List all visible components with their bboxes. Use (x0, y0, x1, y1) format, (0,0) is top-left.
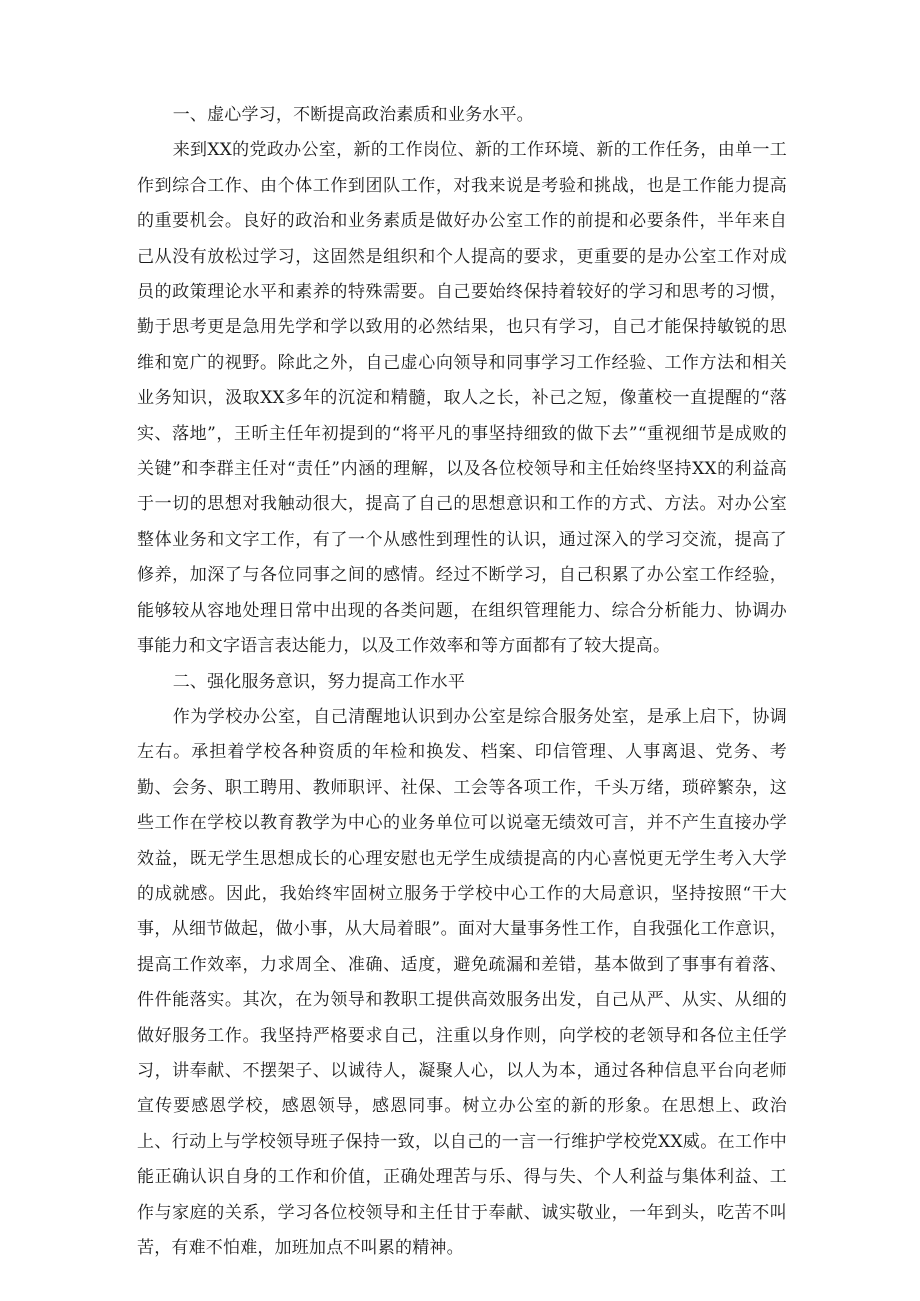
document-body (137, 98, 787, 1266)
section-heading-2: 二、强化服务意识，努力提高工作水平 (172, 671, 466, 692)
section-heading-1: 一、虚心学习，不断提高政治素质和业务水平。 (172, 105, 534, 125)
section-paragraph-2: 作为学校办公室，自己清醒地认识到办公室是综合服务处室，是承上启下，协调左右。承担着学校各种资质的年检和换发、档案、印信管理、人事离退、党务、考勤、会务、职工聘用、教师职评、社保、工会等各项工作，千头万绪，琐碎繁杂，这些工作在学校以教育教学为中心的业务单位可以说毫无绩效可言，并不产生直接办学效益，既无学生思想成长的心理安慰也无学生成绩提高的内心喜悦更无学生考入大学的成就感。因此，我始终牢固树立服务于学校中心工作的大局意识，坚持按照“干大事，从细节做起，做小事，从大局着眼”。面对大量事务性工作，自我强化工作意识，提高工作效率，力求周全、准确、适度，避免疏漏和差错，基本做到了事事有着落、件件能落实。其次，在为领导和教职工提供高效服务出发，自己从严、从实、从细的做好服务工作。我坚持严格要求自己，注重以身作则，向学校的老领导和各位主任学习，讲奉献、不摆架子、以诚待人，凝聚人心，以人为本，通过各种信息平台向老师宣传要感恩学校，感恩领导，感恩同事。树立办公室的新的形象。在思想上、政治上、行动上与学校领导班子保持一致，以自己的一言一行维护学校党XX威。在工作中能正确认识自身的工作和价值，正确处理苦与乐、得与失、个人利益与集体利益、工作与家庭的关系，学习各位校领导和主任甘于奉献、诚实敬业，一年到头，吃苦不叫苦，有难不怕难，加班加点不叫累的精神。 (137, 706, 787, 1258)
section-paragraph-1: 来到XX的党政办公室，新的工作岗位、新的工作环境、新的工作任务，由单一工作到综合工作、由个体工作到团队工作，对我来说是考验和挑战，也是工作能力提高的重要机会。良好的政治和业务素质是做好办公室工作的前提和必要条件，半年来自己从没有放松过学习，这固然是组织和个人提高的要求，更重要的是办公室工作对成员的政策理论水平和素养的特殊需要。自己要始终保持着较好的学习和思考的习惯，勤于思考更是急用先学和学以致用的必然结果，也只有学习，自己才能保持敏锐的思维和宽广的视野。除此之外，自己虚心向领导和同事学习工作经验、工作方法和相关业务知识，汲取XX多年的沉淀和精髓，取人之长，补己之短，像董校一直提醒的“落实、落地”，王昕主任年初提到的“将平凡的事坚持细致的做下去”“重视细节是成败的关键”和李群主任对“责任”内涵的理解，以及各位校领导和主任始终坚持XX的利益高于一切的思想对我触动很大，提高了自己的思想意识和工作的方式、方法。对办公室整体业务和文字工作，有了一个从感性到理性的认识，通过深入的学习交流，提高了修养，加深了与各位同事之间的感情。经过不断学习，自己积累了办公室工作经验，能够较从容地处理日常中出现的各类问题，在组织管理能力、综合分析能力、协调办事能力和文字语言表达能力，以及工作效率和等方面都有了较大提高。 (137, 140, 787, 657)
